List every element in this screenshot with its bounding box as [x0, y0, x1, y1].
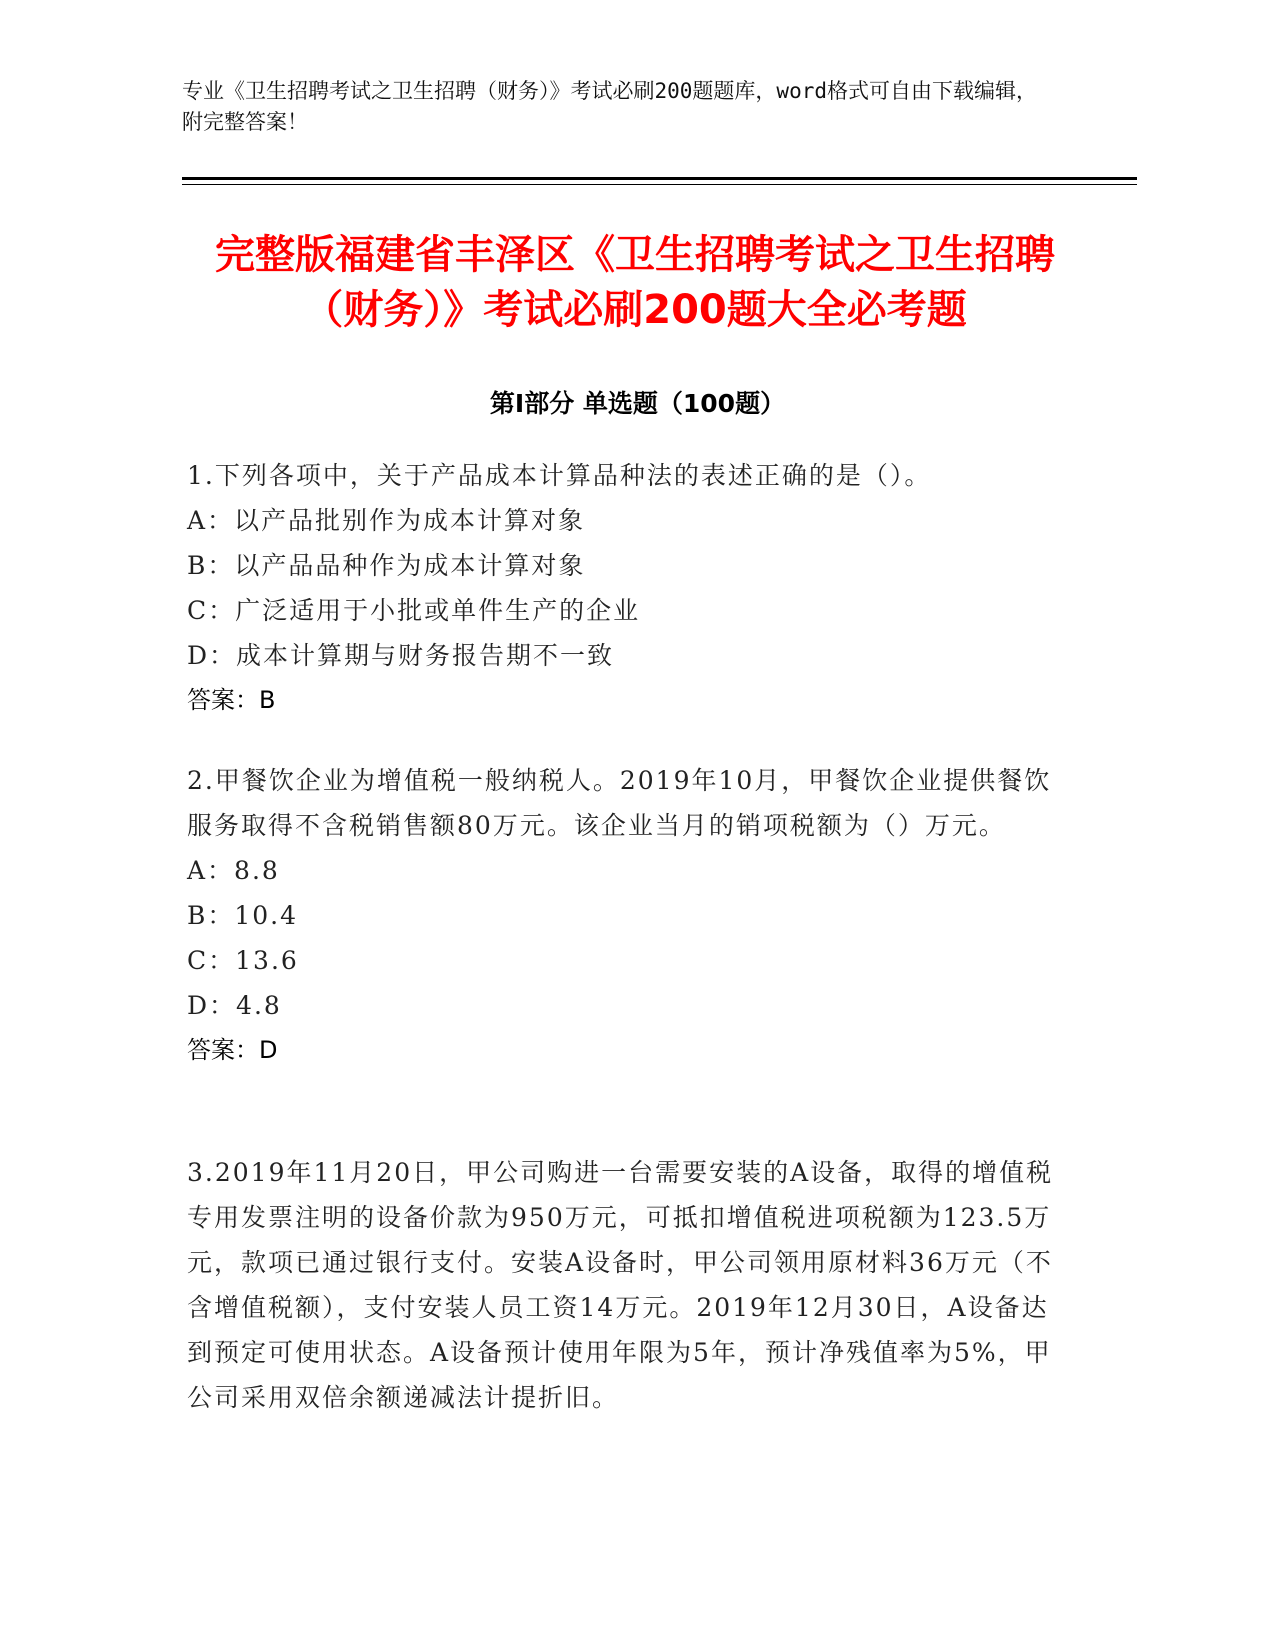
- option-a: A：以产品批别作为成本计算对象: [187, 506, 586, 535]
- option-b: B：以产品品种作为成本计算对象: [187, 551, 586, 580]
- question-2: [187, 758, 1057, 1073]
- header-rule-thick: [182, 177, 1137, 180]
- question-3: [187, 1150, 1057, 1420]
- document-title: 完整版福建省丰泽区《卫生招聘考试之卫生招聘（财务）》考试必刷200题大全必考题: [215, 232, 1055, 333]
- option-c: C：广泛适用于小批或单件生产的企业: [187, 596, 641, 625]
- question-stem: 3.2019年11月20日，甲公司购进一台需要安装的A设备，取得的增值税专用发票注明的设备价款为950万元，可抵扣增值税进项税额为123.5万元，款项已通过银行支付。安装A设备时，甲公司领用原材料36万元（不含增值税额），支付安装人员工资14万元。2019年12月30日，A设备达到预定可使用状态。A设备预计使用年限为5年，预计净残值率为5%，甲公司采用双倍余额递减法计提折旧。: [187, 1158, 1054, 1412]
- option-d: D：4.8: [187, 991, 282, 1020]
- question-1: [187, 453, 1057, 723]
- question-stem: 1.下列各项中，关于产品成本计算品种法的表述正确的是（）。: [187, 461, 932, 490]
- answer: 答案：D: [187, 1036, 278, 1064]
- header-rule-thin: [182, 184, 1137, 185]
- answer: 答案：B: [187, 686, 276, 714]
- header-note: 专业《卫生招聘考试之卫生招聘（财务）》考试必刷200题题库，word格式可自由下载编辑，附完整答案！: [182, 79, 1037, 134]
- option-b: B：10.4: [187, 901, 299, 930]
- section-title: 第Ⅰ部分 单选题（100题）: [489, 389, 786, 418]
- option-a: A：8.8: [187, 856, 280, 885]
- option-d: D：成本计算期与财务报告期不一致: [187, 641, 615, 670]
- question-stem: 2.甲餐饮企业为增值税一般纳税人。2019年10月，甲餐饮企业提供餐饮服务取得不含税销售额80万元。该企业当月的销项税额为（）万元。: [187, 766, 1052, 840]
- option-c: C：13.6: [187, 946, 299, 975]
